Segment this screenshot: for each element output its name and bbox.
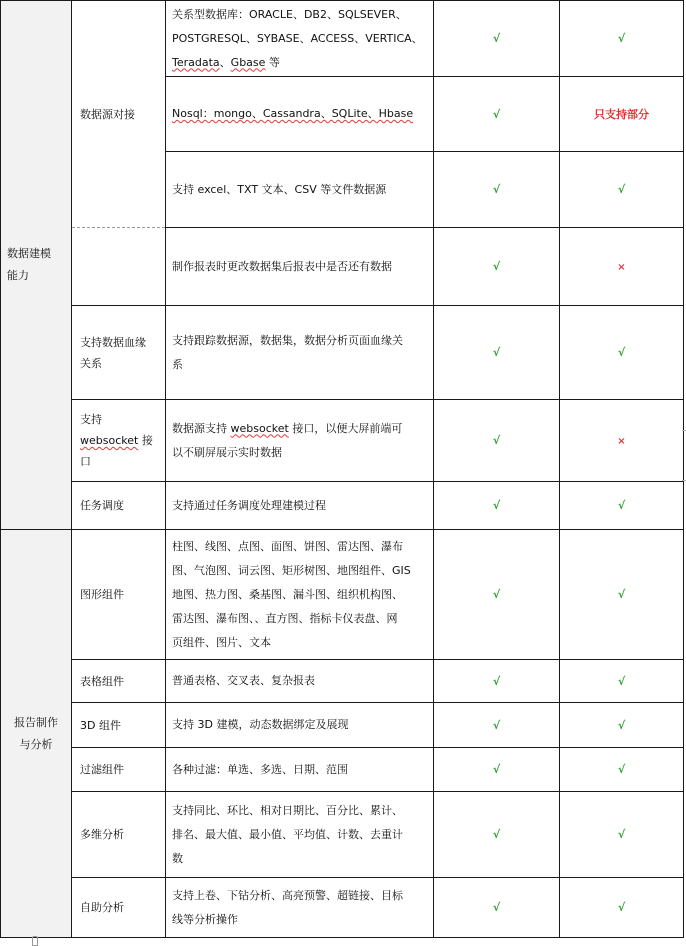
description-line: 各种过滤：单选、多选、日期、范围 (172, 762, 348, 776)
table-row (1, 306, 684, 400)
check-icon: √ (492, 901, 501, 914)
description-cell (166, 482, 434, 530)
support-cell-b (560, 77, 684, 152)
description-underlined-term: Teradata (172, 55, 220, 69)
subcategory-cell (72, 660, 166, 703)
check-icon: √ (492, 588, 501, 601)
subcategory-label: 自助分析 (80, 901, 124, 914)
support-cell-a (434, 748, 560, 792)
support-cell-a (434, 530, 560, 660)
check-icon: √ (492, 346, 501, 359)
description-line: 地图、热力图、桑基图、漏斗图、组织机构图、 (172, 587, 403, 601)
support-cell-a (434, 792, 560, 878)
description-cell (166, 660, 434, 703)
subcategory-label-line: 支持数据血缘 (80, 335, 146, 349)
subcategory-cell (72, 400, 166, 482)
support-cell-a (434, 1, 560, 77)
check-icon: √ (617, 828, 626, 841)
subcategory-label-line: 支持 (80, 413, 102, 426)
description-cell (166, 152, 434, 228)
partial-support-label: 只支持部分 (594, 108, 649, 121)
table-row (1, 530, 684, 660)
check-icon: √ (492, 183, 501, 196)
support-cell-b (560, 660, 684, 703)
support-cell-b (560, 878, 684, 938)
subcategory-cell (72, 748, 166, 792)
description-line: 数 (172, 851, 183, 865)
table-row (1, 748, 684, 792)
check-icon: √ (617, 183, 626, 196)
category-cell-modeling (1, 1, 72, 530)
table-row (1, 792, 684, 878)
subcategory-cell (72, 703, 166, 748)
support-cell-a (434, 228, 560, 306)
check-icon: √ (617, 901, 626, 914)
check-icon: √ (492, 32, 501, 45)
description-cell (166, 1, 434, 77)
subcategory-label-line: websocket 接 (80, 434, 153, 447)
subcategory-cell (72, 530, 166, 660)
description-cell (166, 400, 434, 482)
subcategory-underlined-term: websocket (80, 434, 139, 447)
category-label-line: 报告制作 (14, 715, 58, 729)
subcategory-label: 数据源对接 (80, 107, 135, 121)
check-icon: √ (492, 434, 501, 447)
margin-tick (682, 430, 686, 431)
description-line: 支持 excel、TXT 文本、CSV 等文件数据源 (172, 182, 387, 196)
check-icon: √ (492, 107, 501, 121)
category-label-line: 能力 (7, 269, 29, 282)
table-row (1, 1, 684, 77)
subcategory-label: 任务调度 (80, 499, 124, 512)
check-icon: √ (617, 718, 626, 732)
table-row (1, 400, 684, 482)
subcategory-cell-empty (72, 228, 166, 306)
description-cell (166, 748, 434, 792)
support-cell-b (560, 152, 684, 228)
support-cell-a (434, 306, 560, 400)
subcategory-cell (72, 306, 166, 400)
support-cell-b (560, 1, 684, 77)
support-cell-a (434, 482, 560, 530)
check-icon: √ (492, 718, 501, 732)
description-cell (166, 306, 434, 400)
description-line: 页组件、图片、文本 (172, 635, 271, 649)
description-cell (166, 530, 434, 660)
check-icon: √ (617, 763, 626, 776)
description-line: 数据源支持 websocket 接口，以便大屏前端可 (172, 421, 403, 435)
support-cell-b (560, 792, 684, 878)
description-underlined-term: websocket (230, 421, 289, 435)
description-cell (166, 228, 434, 306)
support-cell-a (434, 152, 560, 228)
description-cell (166, 792, 434, 878)
description-line: 雷达图、瀑布图、、直方图、指标卡仪表盘、网 (172, 611, 398, 625)
margin-tick (682, 480, 686, 481)
support-cell-a (434, 400, 560, 482)
support-cell-b (560, 703, 684, 748)
anchor-marker-icon (32, 936, 38, 946)
cross-icon: × (617, 262, 626, 273)
check-icon: √ (492, 499, 501, 512)
subcategory-cell (72, 482, 166, 530)
support-cell-b (560, 530, 684, 660)
check-icon: √ (492, 674, 501, 688)
description-cell (166, 77, 434, 152)
description-line: 支持上卷、下钻分析、高亮预警、超链接、目标 (172, 888, 403, 902)
subcategory-label: 表格组件 (80, 674, 124, 688)
check-icon: √ (617, 588, 626, 601)
support-cell-a (434, 703, 560, 748)
description-line: 普通表格、交叉表、复杂报表 (172, 674, 315, 687)
description-line: 支持 3D 建模，动态数据绑定及展现 (172, 718, 349, 731)
subcategory-label-line: 关系 (80, 356, 102, 370)
description-line: 制作报表时更改数据集后报表中是否还有数据 (172, 259, 392, 273)
support-cell-a (434, 878, 560, 938)
table-row (1, 228, 684, 306)
subcategory-cell (72, 792, 166, 878)
support-cell-a (434, 77, 560, 152)
subcategory-label-line: 口 (80, 455, 91, 468)
description-line: 支持跟踪数据源，数据集，数据分析页面血缘关 (172, 333, 403, 347)
description-line: POSTGRESQL、SYBASE、ACCESS、VERTICA、 (172, 31, 423, 45)
description-line: Teradata、Gbase 等 (172, 55, 280, 69)
check-icon: √ (492, 763, 501, 776)
check-icon: √ (492, 260, 501, 273)
description-line: 支持通过任务调度处理建模过程 (172, 498, 326, 512)
description-line: 关系型数据库：ORACLE、DB2、SQLSEVER、 (172, 7, 407, 21)
description-cell (166, 703, 434, 748)
table-row (1, 660, 684, 703)
support-cell-b (560, 228, 684, 306)
description-line: 柱图、线图、点图、面图、饼图、雷达图、瀑布 (172, 539, 403, 553)
check-icon: √ (617, 346, 626, 359)
table-row (1, 878, 684, 938)
check-icon: √ (617, 499, 626, 512)
subcategory-label: 过滤组件 (80, 763, 124, 776)
description-line: 线等分析操作 (172, 912, 238, 926)
description-cell (166, 878, 434, 938)
category-cell-reporting (1, 530, 72, 938)
description-line: 排名、最大值、最小值、平均值、计数、去重计 (172, 827, 403, 841)
subcategory-cell (72, 878, 166, 938)
support-cell-b (560, 400, 684, 482)
description-line: Nosql：mongo、Cassandra、SQLite、Hbase (172, 107, 414, 120)
support-cell-a (434, 660, 560, 703)
table-row (1, 703, 684, 748)
description-line: 图、气泡图、词云图、矩形树图、地图组件、GIS (172, 563, 411, 577)
support-cell-b (560, 306, 684, 400)
support-cell-b (560, 482, 684, 530)
category-label-line: 数据建模 (7, 247, 51, 260)
check-icon: √ (617, 32, 626, 45)
subcategory-label: 图形组件 (80, 588, 124, 601)
subcategory-cell (72, 1, 166, 228)
description-line: 以不刷屏展示实时数据 (172, 445, 282, 459)
check-icon: √ (617, 674, 626, 688)
cross-icon: × (617, 436, 626, 447)
check-icon: √ (492, 828, 501, 841)
subcategory-label: 3D 组件 (80, 718, 121, 732)
description-line: 系 (172, 357, 183, 371)
category-label-line: 与分析 (19, 737, 53, 751)
description-underlined-term: Gbase (230, 55, 266, 69)
subcategory-label: 多维分析 (80, 828, 124, 841)
description-line: 支持同比、环比、相对日期比、百分比、累计、 (172, 803, 403, 817)
table-row (1, 482, 684, 530)
support-cell-b (560, 748, 684, 792)
